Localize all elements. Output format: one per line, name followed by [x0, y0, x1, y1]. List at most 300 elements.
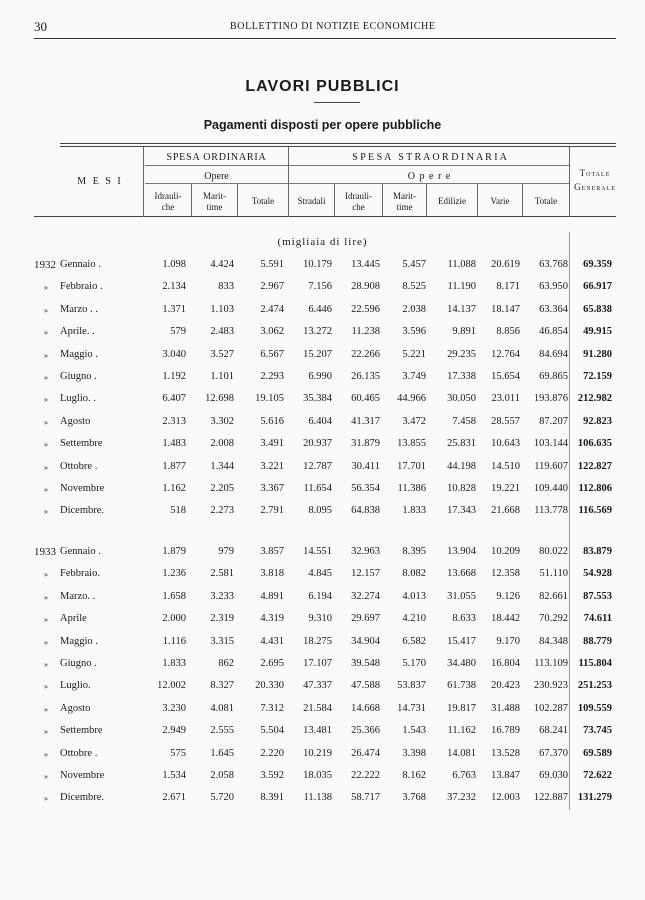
row-cell: 12.003	[491, 792, 520, 804]
table-row	[0, 546, 645, 564]
ditto-mark-icon: »	[44, 305, 48, 315]
row-cell: 88.779	[583, 635, 612, 647]
row-cell: 2.483	[210, 326, 234, 338]
row-cell: 84.694	[539, 348, 568, 360]
row-cell: 251.253	[577, 680, 612, 692]
table-row	[0, 371, 645, 389]
row-cell: 3.233	[210, 590, 234, 602]
row-cell: 69.030	[539, 770, 568, 781]
row-cell: 3.592	[260, 770, 284, 781]
row-cell: 2.000	[162, 613, 186, 625]
row-cell: 11.088	[447, 259, 476, 270]
page-title: LAVORI PUBBLICI	[245, 78, 400, 95]
ditto-mark-icon: »	[44, 637, 48, 647]
row-cell: 15.654	[491, 371, 520, 382]
ditto-mark-icon: »	[44, 660, 48, 669]
table-row	[0, 748, 645, 766]
header-idrauliche-straord	[335, 191, 382, 213]
row-cell: 69.359	[583, 259, 612, 270]
row-cell: 3.749	[402, 371, 426, 382]
row-month: Novembre	[60, 483, 105, 494]
row-cell: 109.559	[577, 702, 612, 714]
row-cell: 102.287	[533, 702, 568, 714]
header-spesa-straordinaria: S P E S A S T R A O R D I N A R I A	[352, 152, 507, 163]
row-cell: 31.879	[351, 438, 380, 450]
row-cell: 2.791	[260, 505, 284, 517]
header-idrauliche-straord-1: Idrauli-	[345, 191, 372, 201]
row-cell: 1.658	[162, 590, 186, 602]
row-cell: 1.833	[402, 505, 426, 517]
row-cell: 10.179	[303, 259, 332, 270]
row-cell: 18.442	[491, 613, 520, 625]
row-cell: 119.607	[534, 460, 568, 472]
row-cell: 18.275	[303, 635, 332, 647]
title-rule	[314, 102, 360, 103]
row-cell: 2.319	[210, 613, 234, 625]
row-cell: 2.313	[162, 415, 186, 427]
spesa-rule	[145, 165, 569, 166]
table-row	[0, 636, 645, 654]
header-marittime-ord	[192, 191, 237, 213]
row-cell: 122.827	[577, 460, 612, 472]
header-spesa-ordinaria: SPESA ORDINARIA	[166, 152, 267, 163]
row-cell: 2.205	[210, 483, 234, 494]
row-month: Settembre	[60, 438, 103, 450]
row-cell: 113.109	[534, 658, 568, 669]
table-row	[0, 703, 645, 721]
row-month: Ottobre .	[60, 460, 98, 472]
ditto-mark-icon: »	[44, 373, 48, 382]
row-cell: 14.731	[397, 702, 426, 714]
row-year: 1933	[34, 546, 56, 558]
row-cell: 44.198	[447, 460, 476, 472]
row-cell: 9.310	[308, 613, 332, 625]
row-cell: 54.928	[583, 568, 612, 580]
row-cell: 5.457	[402, 259, 426, 270]
row-cell: 2.134	[162, 281, 186, 293]
header-bottom-rule	[34, 216, 616, 217]
row-month: Ottobre .	[60, 747, 98, 759]
header-marittime-straord-2: time	[396, 202, 413, 212]
row-month: Febbraio .	[60, 281, 103, 293]
row-cell: 20.619	[491, 259, 520, 270]
table-row	[0, 568, 645, 586]
row-cell: 3.040	[162, 348, 186, 360]
row-cell: 1.879	[162, 546, 186, 557]
row-cell: 3.302	[210, 415, 234, 427]
row-cell: 230.923	[533, 680, 568, 692]
row-cell: 14.551	[303, 546, 332, 557]
row-year: 1932	[34, 259, 56, 271]
row-cell: 3.818	[260, 568, 284, 580]
row-cell: 122.887	[533, 792, 568, 804]
row-month: Dicembre.	[60, 792, 105, 804]
header-idrauliche-ord-1: Idrauli-	[154, 191, 182, 201]
row-cell: 41.317	[351, 415, 380, 427]
table-row	[0, 438, 645, 456]
header-marittime-straord-1: Marit-	[393, 191, 416, 201]
row-cell: 4.319	[260, 613, 284, 625]
row-cell: 56.354	[351, 483, 380, 494]
ditto-mark-icon: »	[44, 328, 48, 338]
row-cell: 20.937	[303, 438, 332, 450]
row-cell: 11.138	[303, 792, 332, 804]
table-row	[0, 613, 645, 631]
table-row	[0, 259, 645, 277]
row-cell: 18.035	[303, 770, 332, 781]
row-cell: 23.011	[491, 393, 520, 405]
row-cell: 11.386	[397, 483, 426, 494]
row-month: Maggio .	[60, 348, 98, 360]
row-cell: 12.764	[491, 348, 520, 360]
row-month: Marzo . .	[60, 303, 98, 315]
row-cell: 112.806	[578, 483, 612, 494]
row-cell: 34.480	[447, 658, 476, 669]
row-cell: 31.488	[491, 702, 520, 714]
row-cell: 70.292	[539, 613, 568, 625]
row-cell: 13.855	[397, 438, 426, 450]
row-cell: 32.963	[351, 546, 380, 557]
row-month: Maggio .	[60, 635, 98, 647]
row-month: Marzo. .	[60, 590, 96, 602]
header-edilizie: Edilizie	[438, 196, 466, 206]
table-row	[0, 393, 645, 411]
row-cell: 18.147	[491, 303, 520, 315]
table-subtitle: Pagamenti disposti per opere pubbliche	[203, 118, 442, 132]
ditto-mark-icon: »	[44, 615, 48, 625]
row-cell: 29.235	[447, 348, 476, 360]
header-totale-ord: Totale	[251, 196, 275, 206]
ditto-mark-icon: »	[44, 570, 48, 580]
row-cell: 66.917	[583, 281, 612, 293]
row-cell: 19.817	[447, 702, 476, 714]
row-cell: 5.221	[402, 348, 426, 360]
row-cell: 39.548	[351, 658, 380, 669]
table-row	[0, 326, 645, 344]
ditto-mark-icon: »	[44, 462, 48, 472]
row-cell: 1.344	[210, 460, 234, 472]
row-cell: 13.272	[303, 326, 332, 338]
row-cell: 63.768	[539, 259, 568, 270]
opere-rule	[145, 183, 569, 184]
row-cell: 13.528	[491, 747, 520, 759]
row-cell: 8.525	[402, 281, 426, 293]
row-cell: 32.274	[351, 590, 380, 602]
row-cell: 2.695	[260, 658, 284, 669]
row-cell: 14.668	[351, 702, 380, 714]
row-cell: 833	[218, 281, 234, 293]
table-row	[0, 725, 645, 743]
row-cell: 14.510	[491, 460, 520, 472]
row-cell: 17.107	[303, 658, 332, 669]
row-cell: 5.591	[260, 259, 284, 270]
row-month: Luglio. .	[60, 393, 96, 405]
header-totale-generale-1: Totale	[579, 168, 611, 178]
row-cell: 6.446	[308, 303, 332, 315]
header-idrauliche-ord	[145, 191, 191, 213]
row-cell: 11.238	[351, 326, 380, 338]
row-cell: 1.103	[210, 303, 234, 315]
row-cell: 69.589	[583, 747, 612, 759]
row-cell: 2.038	[402, 303, 426, 315]
header-marittime-ord-1: Marit-	[203, 191, 226, 201]
row-cell: 106.635	[577, 438, 612, 450]
ditto-mark-icon: »	[44, 507, 48, 517]
row-cell: 13.445	[351, 259, 380, 270]
row-cell: 5.504	[260, 725, 284, 737]
row-cell: 46.854	[539, 326, 568, 338]
row-cell: 1.371	[162, 303, 186, 315]
row-cell: 2.273	[210, 505, 234, 517]
row-cell: 4.431	[260, 635, 284, 647]
row-cell: 7.458	[452, 415, 476, 427]
row-cell: 7.312	[260, 702, 284, 714]
header-marittime-straord	[383, 191, 426, 213]
table-row	[0, 658, 645, 676]
row-cell: 19.105	[255, 393, 284, 405]
row-cell: 8.633	[452, 613, 476, 625]
row-cell: 87.207	[539, 415, 568, 427]
row-cell: 61.738	[447, 680, 476, 692]
row-cell: 22.266	[351, 348, 380, 360]
row-cell: 1.645	[210, 747, 234, 759]
row-cell: 44.966	[397, 393, 426, 405]
row-cell: 1.116	[162, 635, 186, 647]
row-cell: 2.581	[210, 568, 234, 580]
row-cell: 103.144	[533, 438, 568, 450]
row-cell: 6.404	[308, 415, 332, 427]
row-cell: 3.230	[162, 702, 186, 714]
row-cell: 4.013	[402, 590, 426, 602]
row-cell: 72.159	[583, 371, 612, 382]
row-cell: 6.407	[162, 393, 186, 405]
header-marittime-ord-2: time	[206, 202, 223, 212]
row-cell: 69.865	[539, 371, 568, 382]
col-sep	[143, 147, 144, 217]
row-cell: 4.210	[402, 613, 426, 625]
row-cell: 3.596	[402, 326, 426, 338]
row-cell: 1.098	[162, 259, 186, 270]
row-cell: 2.555	[210, 725, 234, 737]
row-cell: 8.856	[496, 326, 520, 338]
row-cell: 8.395	[402, 546, 426, 557]
row-cell: 12.157	[351, 568, 380, 580]
ditto-mark-icon: »	[44, 749, 48, 759]
row-cell: 575	[170, 747, 186, 759]
row-cell: 13.481	[303, 725, 332, 737]
header-opere-ordinaria: Opere	[204, 171, 229, 182]
table-row	[0, 281, 645, 299]
row-cell: 115.804	[578, 658, 612, 669]
header-rule	[34, 38, 616, 39]
row-cell: 1.877	[162, 460, 186, 472]
header-stradali: Stradali	[297, 196, 326, 206]
row-month: Agosto	[60, 702, 91, 714]
row-cell: 2.967	[260, 281, 284, 293]
row-cell: 26.474	[351, 747, 380, 759]
table-row	[0, 591, 645, 609]
row-month: Agosto	[60, 415, 91, 427]
row-cell: 2.220	[260, 747, 284, 759]
row-cell: 12.358	[491, 568, 520, 580]
row-cell: 68.241	[539, 725, 568, 737]
row-cell: 47.337	[303, 680, 332, 692]
row-cell: 10.219	[303, 747, 332, 759]
row-month: Gennaio .	[60, 259, 101, 270]
row-cell: 1.483	[162, 438, 186, 450]
row-cell: 4.845	[308, 568, 332, 580]
row-cell: 8.095	[308, 505, 332, 517]
row-cell: 82.661	[539, 590, 568, 602]
table-row	[0, 416, 645, 434]
row-cell: 3.472	[402, 415, 426, 427]
row-cell: 10.209	[491, 546, 520, 557]
header-totale-generale-2: Generale	[574, 182, 616, 192]
table-row	[0, 304, 645, 322]
ditto-mark-icon: »	[44, 704, 48, 714]
row-cell: 1.162	[162, 483, 186, 494]
row-cell: 63.950	[539, 281, 568, 293]
row-cell: 212.982	[577, 393, 612, 405]
row-cell: 10.828	[447, 483, 476, 494]
row-cell: 16.804	[491, 658, 520, 669]
row-cell: 6.567	[260, 348, 284, 360]
row-cell: 3.768	[402, 792, 426, 804]
row-cell: 13.904	[447, 546, 476, 557]
row-cell: 22.596	[351, 303, 380, 315]
row-cell: 4.081	[210, 702, 234, 714]
row-cell: 49.915	[583, 326, 612, 338]
row-cell: 60.465	[351, 393, 380, 405]
row-cell: 116.569	[578, 505, 612, 517]
row-month: Aprile. .	[60, 326, 95, 338]
row-cell: 11.162	[447, 725, 476, 737]
row-cell: 1.101	[210, 371, 234, 382]
row-cell: 9.170	[496, 635, 520, 647]
row-cell: 4.891	[260, 590, 284, 602]
row-cell: 518	[170, 505, 186, 517]
row-cell: 2.474	[260, 303, 284, 315]
row-cell: 193.876	[533, 393, 568, 405]
row-cell: 3.527	[210, 348, 234, 360]
row-cell: 2.671	[162, 792, 186, 804]
row-cell: 6.990	[308, 371, 332, 382]
row-cell: 8.391	[260, 792, 284, 804]
row-cell: 2.058	[210, 770, 234, 781]
running-head: BOLLETTINO DI NOTIZIE ECONOMICHE	[230, 21, 436, 32]
row-cell: 579	[170, 326, 186, 338]
table-top-rule	[60, 143, 616, 144]
table-row	[0, 505, 645, 523]
row-cell: 1.543	[402, 725, 426, 737]
row-cell: 30.411	[351, 460, 380, 472]
row-cell: 91.280	[583, 348, 612, 360]
row-cell: 6.582	[402, 635, 426, 647]
ditto-mark-icon: »	[44, 682, 48, 692]
row-cell: 5.616	[260, 415, 284, 427]
ditto-mark-icon: »	[44, 350, 48, 360]
row-cell: 73.745	[583, 725, 612, 737]
row-cell: 3.398	[402, 747, 426, 759]
row-cell: 53.837	[397, 680, 426, 692]
row-cell: 17.701	[397, 460, 426, 472]
row-cell: 11.190	[447, 281, 476, 293]
row-cell: 72.622	[583, 770, 612, 781]
row-month: Giugno .	[60, 658, 97, 669]
header-totale-straord: Totale	[534, 196, 558, 206]
row-cell: 12.002	[157, 680, 186, 692]
row-cell: 113.778	[534, 505, 568, 517]
row-cell: 1.534	[162, 770, 186, 781]
row-cell: 12.787	[303, 460, 332, 472]
row-month: Settembre	[60, 725, 103, 737]
header-idrauliche-straord-2: che	[352, 202, 365, 212]
row-cell: 29.697	[351, 613, 380, 625]
row-cell: 25.831	[447, 438, 476, 450]
row-cell: 13.668	[447, 568, 476, 580]
row-month: Gennaio .	[60, 546, 101, 557]
header-varie: Varie	[490, 196, 510, 206]
row-cell: 30.050	[447, 393, 476, 405]
row-cell: 84.348	[539, 635, 568, 647]
row-cell: 87.553	[583, 590, 612, 602]
row-cell: 47.588	[351, 680, 380, 692]
table-row	[0, 792, 645, 810]
row-cell: 21.668	[491, 505, 520, 517]
row-cell: 25.366	[351, 725, 380, 737]
row-cell: 20.330	[255, 680, 284, 692]
table-row	[0, 680, 645, 698]
ditto-mark-icon: »	[44, 485, 48, 494]
row-cell: 15.207	[303, 348, 332, 360]
row-cell: 1.833	[162, 658, 186, 669]
row-cell: 8.082	[402, 568, 426, 580]
row-cell: 67.370	[539, 747, 568, 759]
row-cell: 3.857	[260, 546, 284, 557]
row-cell: 5.170	[402, 658, 426, 669]
row-cell: 51.110	[539, 568, 568, 580]
row-month: Luglio.	[60, 680, 91, 692]
row-cell: 28.557	[491, 415, 520, 427]
row-cell: 862	[218, 658, 234, 669]
row-cell: 3.491	[260, 438, 284, 450]
row-cell: 2.949	[162, 725, 186, 737]
row-cell: 14.137	[447, 303, 476, 315]
unit-note: (migliaia di lire)	[277, 236, 368, 248]
row-month: Aprile	[60, 613, 87, 625]
row-cell: 74.611	[583, 613, 612, 625]
row-cell: 63.364	[539, 303, 568, 315]
row-cell: 65.838	[583, 303, 612, 315]
row-cell: 17.343	[447, 505, 476, 517]
row-cell: 9.891	[452, 326, 476, 338]
row-cell: 8.327	[210, 680, 234, 692]
row-cell: 12.698	[205, 393, 234, 405]
row-cell: 17.338	[447, 371, 476, 382]
row-cell: 10.643	[491, 438, 520, 450]
row-cell: 37.232	[447, 792, 476, 804]
ditto-mark-icon: »	[44, 440, 48, 450]
row-month: Dicembre.	[60, 505, 105, 517]
ditto-mark-icon: »	[44, 283, 48, 293]
row-cell: 58.717	[351, 792, 380, 804]
row-cell: 20.423	[491, 680, 520, 692]
row-cell: 3.315	[210, 635, 234, 647]
row-cell: 2.008	[210, 438, 234, 450]
row-cell: 15.417	[447, 635, 476, 647]
row-cell: 8.162	[402, 770, 426, 781]
row-cell: 11.654	[303, 483, 332, 494]
